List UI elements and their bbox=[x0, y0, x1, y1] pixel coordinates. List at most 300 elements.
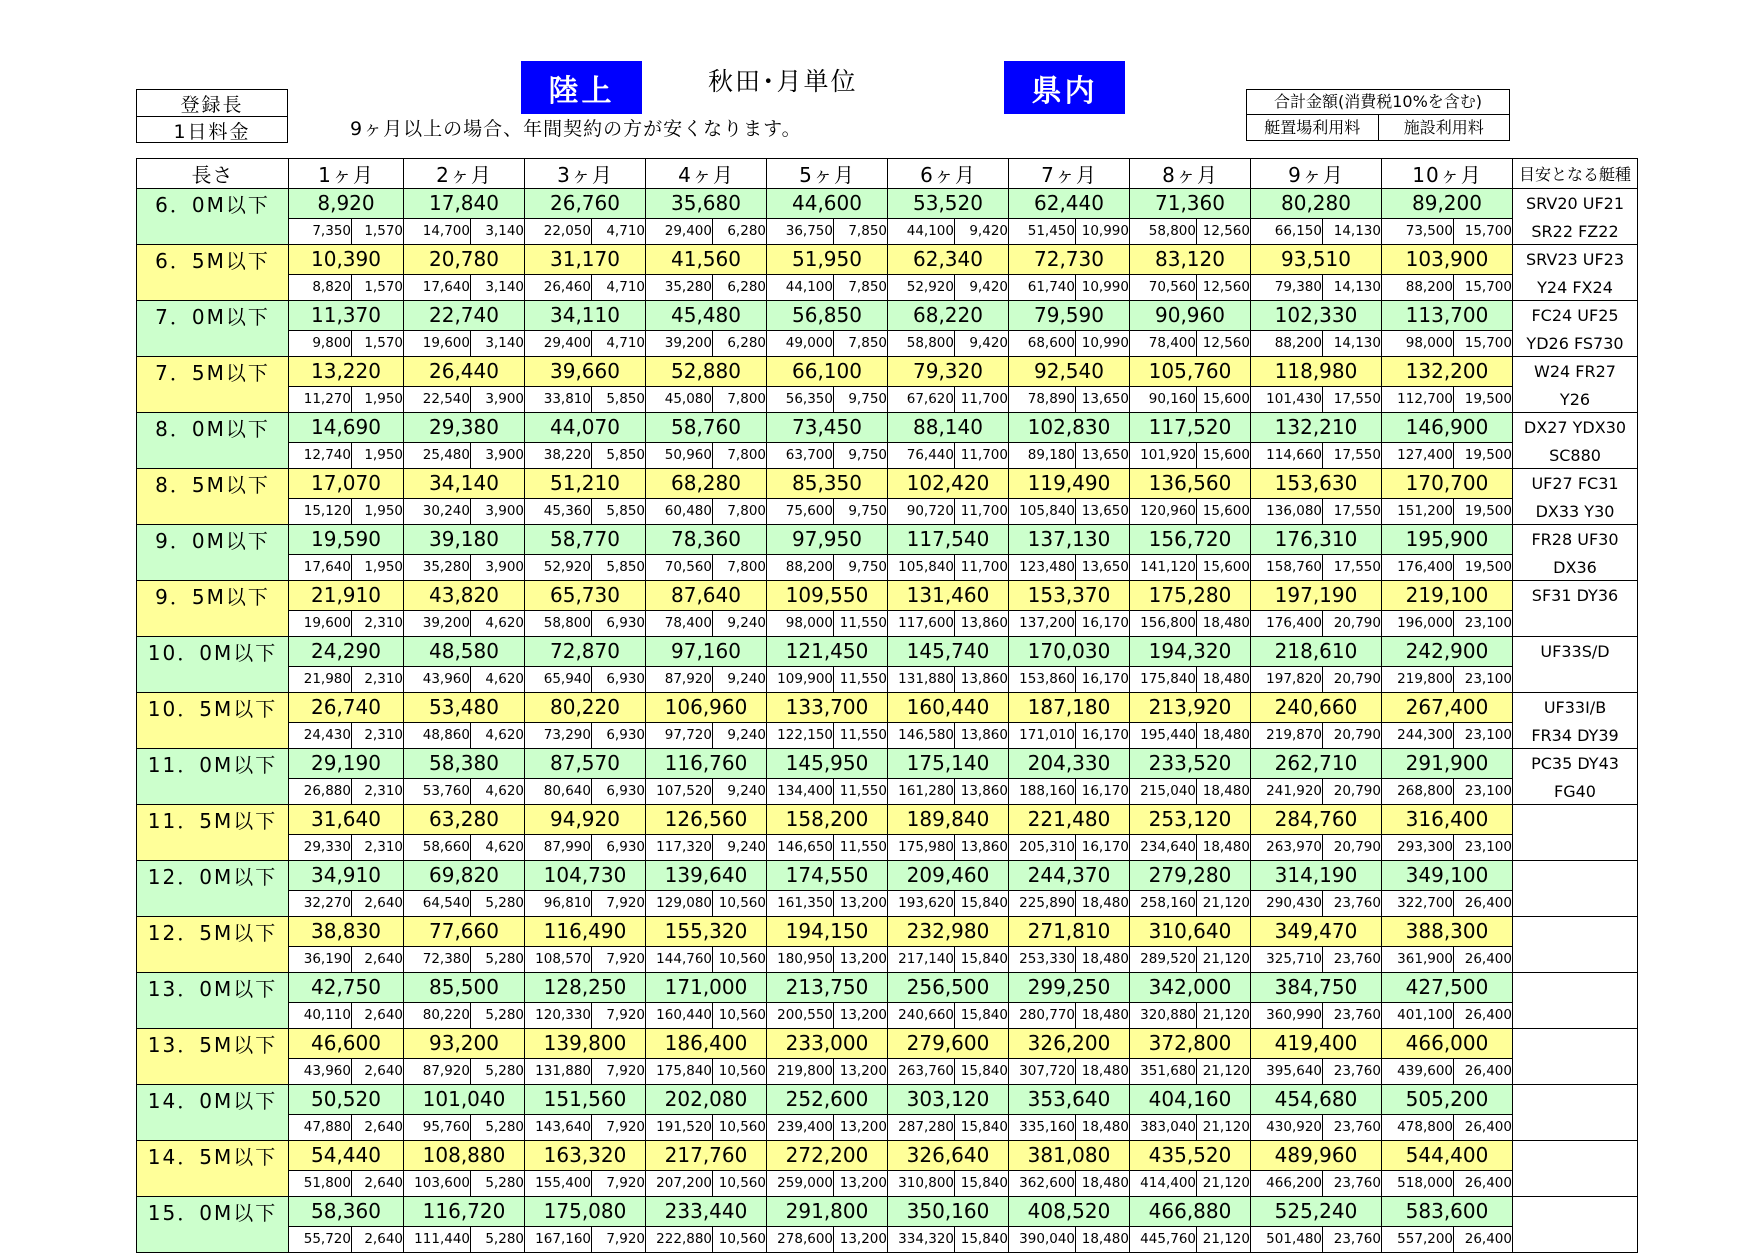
total-cell: 404,160 bbox=[1130, 1085, 1251, 1115]
table-row-total bbox=[137, 805, 1638, 835]
legend-daily-fee-label: 1日料金 bbox=[173, 121, 251, 143]
table-row-breakdown bbox=[137, 1002, 1638, 1029]
storage-fee-cell: 123,480 bbox=[1009, 554, 1076, 581]
total-cell: 156,720 bbox=[1130, 525, 1251, 555]
total-cell: 267,400 bbox=[1382, 693, 1513, 723]
storage-fee-cell: 122,150 bbox=[767, 722, 834, 749]
storage-fee-cell: 50,960 bbox=[646, 442, 713, 469]
storage-fee-cell: 287,280 bbox=[888, 1114, 955, 1141]
storage-fee-cell: 222,880 bbox=[646, 1226, 713, 1253]
boat-type-cell: FG40 bbox=[1513, 778, 1638, 805]
facility-fee-cell: 4,710 bbox=[592, 218, 646, 245]
boat-type-cell bbox=[1513, 1029, 1638, 1059]
storage-fee-cell: 30,240 bbox=[404, 498, 471, 525]
length-cell-blank bbox=[137, 1226, 289, 1253]
total-cell: 303,120 bbox=[888, 1085, 1009, 1115]
storage-fee-cell: 141,120 bbox=[1130, 554, 1197, 581]
facility-fee-cell: 6,930 bbox=[592, 610, 646, 637]
boat-type-cell bbox=[1513, 1141, 1638, 1171]
facility-fee-cell: 2,640 bbox=[352, 1170, 404, 1197]
storage-fee-cell: 67,620 bbox=[888, 386, 955, 413]
length-cell: 6．0M以下 bbox=[137, 189, 289, 219]
total-cell: 204,330 bbox=[1009, 749, 1130, 779]
length-cell-blank bbox=[137, 554, 289, 581]
total-cell: 299,250 bbox=[1009, 973, 1130, 1003]
storage-fee-cell: 101,920 bbox=[1130, 442, 1197, 469]
storage-fee-cell: 90,160 bbox=[1130, 386, 1197, 413]
total-cell: 175,280 bbox=[1130, 581, 1251, 611]
storage-fee-cell: 111,440 bbox=[404, 1226, 471, 1253]
storage-fee-cell: 160,440 bbox=[646, 1002, 713, 1029]
storage-fee-cell: 362,600 bbox=[1009, 1170, 1076, 1197]
total-cell: 186,400 bbox=[646, 1029, 767, 1059]
facility-fee-cell: 13,200 bbox=[834, 1058, 888, 1085]
total-cell: 384,750 bbox=[1251, 973, 1382, 1003]
total-cell: 271,810 bbox=[1009, 917, 1130, 947]
table-row-breakdown bbox=[137, 666, 1638, 693]
facility-fee-cell: 21,120 bbox=[1197, 1058, 1251, 1085]
total-cell: 68,280 bbox=[646, 469, 767, 499]
total-cell: 78,360 bbox=[646, 525, 767, 555]
total-cell: 58,360 bbox=[289, 1197, 404, 1227]
total-cell: 46,600 bbox=[289, 1029, 404, 1059]
total-cell: 17,840 bbox=[404, 189, 525, 219]
table-row-total bbox=[137, 189, 1638, 219]
facility-fee-cell: 20,790 bbox=[1323, 778, 1382, 805]
storage-fee-cell: 383,040 bbox=[1130, 1114, 1197, 1141]
boat-type-cell: SRV20 UF21 bbox=[1513, 189, 1638, 219]
facility-fee-cell: 11,550 bbox=[834, 610, 888, 637]
total-cell: 126,560 bbox=[646, 805, 767, 835]
storage-fee-cell: 176,400 bbox=[1382, 554, 1454, 581]
storage-fee-cell: 58,800 bbox=[1130, 218, 1197, 245]
total-cell: 63,280 bbox=[404, 805, 525, 835]
facility-fee-cell: 4,620 bbox=[471, 778, 525, 805]
storage-fee-cell: 58,660 bbox=[404, 834, 471, 861]
total-cell: 279,280 bbox=[1130, 861, 1251, 891]
facility-fee-cell: 6,280 bbox=[713, 218, 767, 245]
storage-fee-cell: 65,940 bbox=[525, 666, 592, 693]
length-cell-blank bbox=[137, 610, 289, 637]
total-cell: 97,950 bbox=[767, 525, 888, 555]
facility-fee-cell: 19,500 bbox=[1454, 442, 1513, 469]
storage-fee-cell: 51,450 bbox=[1009, 218, 1076, 245]
total-cell: 53,520 bbox=[888, 189, 1009, 219]
facility-fee-cell: 12,560 bbox=[1197, 218, 1251, 245]
total-cell: 31,170 bbox=[525, 245, 646, 275]
total-cell: 19,590 bbox=[289, 525, 404, 555]
facility-fee-cell: 23,100 bbox=[1454, 778, 1513, 805]
length-cell-blank bbox=[137, 442, 289, 469]
table-row-total bbox=[137, 357, 1638, 387]
storage-fee-cell: 167,160 bbox=[525, 1226, 592, 1253]
total-cell: 17,070 bbox=[289, 469, 404, 499]
total-cell: 272,200 bbox=[767, 1141, 888, 1171]
storage-fee-cell: 66,150 bbox=[1251, 218, 1323, 245]
total-cell: 58,380 bbox=[404, 749, 525, 779]
facility-fee-cell: 5,280 bbox=[471, 890, 525, 917]
storage-fee-cell: 439,600 bbox=[1382, 1058, 1454, 1085]
storage-fee-cell: 19,600 bbox=[404, 330, 471, 357]
total-cell: 58,760 bbox=[646, 413, 767, 443]
total-cell: 26,760 bbox=[525, 189, 646, 219]
facility-fee-cell: 13,650 bbox=[1076, 554, 1130, 581]
total-cell: 121,450 bbox=[767, 637, 888, 667]
facility-fee-cell: 9,240 bbox=[713, 666, 767, 693]
length-cell-blank bbox=[137, 1002, 289, 1029]
storage-fee-cell: 15,120 bbox=[289, 498, 352, 525]
storage-fee-cell: 61,740 bbox=[1009, 274, 1076, 301]
table-row-breakdown bbox=[137, 218, 1638, 245]
facility-fee-cell: 23,100 bbox=[1454, 834, 1513, 861]
col-month-header: 8ヶ月 bbox=[1130, 159, 1251, 189]
boat-type-cell bbox=[1513, 946, 1638, 973]
col-month-header: 10ヶ月 bbox=[1382, 159, 1513, 189]
length-cell: 8．5M以下 bbox=[137, 469, 289, 499]
facility-fee-cell: 10,560 bbox=[713, 1226, 767, 1253]
total-cell: 136,560 bbox=[1130, 469, 1251, 499]
length-cell: 9．5M以下 bbox=[137, 581, 289, 611]
table-row-total bbox=[137, 1085, 1638, 1115]
facility-fee-cell: 1,570 bbox=[352, 218, 404, 245]
facility-fee-cell: 26,400 bbox=[1454, 1002, 1513, 1029]
storage-fee-cell: 29,400 bbox=[525, 330, 592, 357]
storage-fee-cell: 70,560 bbox=[646, 554, 713, 581]
storage-fee-cell: 156,800 bbox=[1130, 610, 1197, 637]
total-cell: 218,610 bbox=[1251, 637, 1382, 667]
boat-type-cell: Y24 FX24 bbox=[1513, 274, 1638, 301]
storage-fee-cell: 258,160 bbox=[1130, 890, 1197, 917]
facility-fee-cell: 13,860 bbox=[955, 610, 1009, 637]
facility-fee-cell: 16,170 bbox=[1076, 778, 1130, 805]
total-cell: 291,800 bbox=[767, 1197, 888, 1227]
facility-fee-cell: 18,480 bbox=[1197, 834, 1251, 861]
length-cell-blank bbox=[137, 834, 289, 861]
facility-fee-cell: 9,240 bbox=[713, 722, 767, 749]
storage-fee-cell: 80,220 bbox=[404, 1002, 471, 1029]
facility-fee-cell: 4,620 bbox=[471, 666, 525, 693]
total-cell: 310,640 bbox=[1130, 917, 1251, 947]
facility-fee-cell: 9,750 bbox=[834, 386, 888, 413]
storage-fee-cell: 131,880 bbox=[888, 666, 955, 693]
total-cell: 87,570 bbox=[525, 749, 646, 779]
total-cell: 187,180 bbox=[1009, 693, 1130, 723]
facility-fee-cell: 7,920 bbox=[592, 1002, 646, 1029]
total-cell: 103,900 bbox=[1382, 245, 1513, 275]
facility-fee-cell: 26,400 bbox=[1454, 1058, 1513, 1085]
boat-type-cell bbox=[1513, 1170, 1638, 1197]
length-cell-blank bbox=[137, 218, 289, 245]
total-cell: 419,400 bbox=[1251, 1029, 1382, 1059]
storage-fee-cell: 44,100 bbox=[767, 274, 834, 301]
facility-fee-cell: 17,550 bbox=[1323, 442, 1382, 469]
total-cell: 39,180 bbox=[404, 525, 525, 555]
col-boat-header: 目安となる艇種 bbox=[1513, 159, 1638, 189]
total-cell: 253,120 bbox=[1130, 805, 1251, 835]
storage-fee-cell: 58,800 bbox=[525, 610, 592, 637]
total-cell: 45,480 bbox=[646, 301, 767, 331]
total-cell: 342,000 bbox=[1130, 973, 1251, 1003]
total-cell: 505,200 bbox=[1382, 1085, 1513, 1115]
facility-fee-cell: 2,640 bbox=[352, 946, 404, 973]
boat-type-cell bbox=[1513, 805, 1638, 835]
total-cell: 88,140 bbox=[888, 413, 1009, 443]
storage-fee-cell: 53,760 bbox=[404, 778, 471, 805]
facility-fee-cell: 2,310 bbox=[352, 610, 404, 637]
boat-type-cell: FC24 UF25 bbox=[1513, 301, 1638, 331]
facility-fee-cell: 9,420 bbox=[955, 218, 1009, 245]
storage-fee-cell: 95,760 bbox=[404, 1114, 471, 1141]
boat-type-cell bbox=[1513, 890, 1638, 917]
table-row-breakdown bbox=[137, 386, 1638, 413]
facility-fee-cell: 26,400 bbox=[1454, 1114, 1513, 1141]
total-cell: 353,640 bbox=[1009, 1085, 1130, 1115]
facility-fee-cell: 2,640 bbox=[352, 1226, 404, 1253]
total-cell: 38,830 bbox=[289, 917, 404, 947]
table-row-breakdown bbox=[137, 442, 1638, 469]
length-cell-blank bbox=[137, 666, 289, 693]
facility-fee-cell: 21,120 bbox=[1197, 1226, 1251, 1253]
facility-fee-cell: 12,560 bbox=[1197, 330, 1251, 357]
table-row-breakdown bbox=[137, 1058, 1638, 1085]
facility-fee-cell: 15,840 bbox=[955, 1226, 1009, 1253]
facility-fee-cell: 2,640 bbox=[352, 1002, 404, 1029]
total-cell: 117,540 bbox=[888, 525, 1009, 555]
facility-fee-cell: 18,480 bbox=[1197, 610, 1251, 637]
facility-fee-cell: 6,930 bbox=[592, 834, 646, 861]
total-cell: 66,100 bbox=[767, 357, 888, 387]
facility-fee-cell: 11,550 bbox=[834, 834, 888, 861]
facility-fee-cell: 21,120 bbox=[1197, 1114, 1251, 1141]
storage-fee-cell: 73,290 bbox=[525, 722, 592, 749]
storage-fee-cell: 153,860 bbox=[1009, 666, 1076, 693]
length-cell-blank bbox=[137, 274, 289, 301]
storage-fee-cell: 146,650 bbox=[767, 834, 834, 861]
total-cell: 314,190 bbox=[1251, 861, 1382, 891]
total-cell: 85,500 bbox=[404, 973, 525, 1003]
total-cell: 22,740 bbox=[404, 301, 525, 331]
storage-fee-cell: 35,280 bbox=[404, 554, 471, 581]
table-row-breakdown bbox=[137, 834, 1638, 861]
storage-fee-cell: 78,890 bbox=[1009, 386, 1076, 413]
storage-fee-cell: 193,620 bbox=[888, 890, 955, 917]
storage-fee-cell: 205,310 bbox=[1009, 834, 1076, 861]
facility-fee-cell: 5,280 bbox=[471, 946, 525, 973]
facility-fee-cell: 4,620 bbox=[471, 722, 525, 749]
col-month-header: 5ヶ月 bbox=[767, 159, 888, 189]
storage-fee-cell: 96,810 bbox=[525, 890, 592, 917]
storage-fee-cell: 64,540 bbox=[404, 890, 471, 917]
facility-fee-cell: 5,280 bbox=[471, 1114, 525, 1141]
facility-fee-cell: 11,550 bbox=[834, 666, 888, 693]
storage-fee-cell: 21,980 bbox=[289, 666, 352, 693]
storage-fee-cell: 217,140 bbox=[888, 946, 955, 973]
facility-fee-cell: 18,480 bbox=[1076, 890, 1130, 917]
facility-fee-cell: 11,550 bbox=[834, 778, 888, 805]
length-cell: 15．0M以下 bbox=[137, 1197, 289, 1227]
total-cell: 52,880 bbox=[646, 357, 767, 387]
legend-storage-fee-label: 艇置場利用料 bbox=[1247, 115, 1379, 141]
total-cell: 62,440 bbox=[1009, 189, 1130, 219]
facility-fee-cell: 26,400 bbox=[1454, 890, 1513, 917]
length-cell: 7．5M以下 bbox=[137, 357, 289, 387]
facility-fee-cell: 5,280 bbox=[471, 1170, 525, 1197]
col-month-header: 2ヶ月 bbox=[404, 159, 525, 189]
total-cell: 326,640 bbox=[888, 1141, 1009, 1171]
boat-type-cell bbox=[1513, 861, 1638, 891]
col-month-header: 4ヶ月 bbox=[646, 159, 767, 189]
total-cell: 202,080 bbox=[646, 1085, 767, 1115]
length-cell-blank bbox=[137, 1114, 289, 1141]
total-cell: 326,200 bbox=[1009, 1029, 1130, 1059]
total-cell: 72,730 bbox=[1009, 245, 1130, 275]
facility-fee-cell: 23,760 bbox=[1323, 1002, 1382, 1029]
total-cell: 117,520 bbox=[1130, 413, 1251, 443]
total-cell: 466,880 bbox=[1130, 1197, 1251, 1227]
facility-fee-cell: 6,280 bbox=[713, 330, 767, 357]
total-cell: 79,320 bbox=[888, 357, 1009, 387]
storage-fee-cell: 24,430 bbox=[289, 722, 352, 749]
storage-fee-cell: 108,570 bbox=[525, 946, 592, 973]
total-cell: 151,560 bbox=[525, 1085, 646, 1115]
total-cell: 109,550 bbox=[767, 581, 888, 611]
facility-fee-cell: 13,650 bbox=[1076, 442, 1130, 469]
storage-fee-cell: 36,750 bbox=[767, 218, 834, 245]
facility-fee-cell: 16,170 bbox=[1076, 666, 1130, 693]
table-row-breakdown bbox=[137, 330, 1638, 357]
table-row-breakdown bbox=[137, 610, 1638, 637]
total-cell: 349,470 bbox=[1251, 917, 1382, 947]
facility-fee-cell: 15,700 bbox=[1454, 274, 1513, 301]
total-cell: 153,370 bbox=[1009, 581, 1130, 611]
storage-fee-cell: 103,600 bbox=[404, 1170, 471, 1197]
facility-fee-cell: 20,790 bbox=[1323, 834, 1382, 861]
boat-type-cell: UF33I/B bbox=[1513, 693, 1638, 723]
facility-fee-cell: 2,310 bbox=[352, 722, 404, 749]
facility-fee-cell: 23,760 bbox=[1323, 1226, 1382, 1253]
facility-fee-cell: 7,920 bbox=[592, 1226, 646, 1253]
facility-fee-cell: 18,480 bbox=[1076, 1058, 1130, 1085]
facility-fee-cell: 15,840 bbox=[955, 890, 1009, 917]
facility-fee-cell: 15,600 bbox=[1197, 498, 1251, 525]
storage-fee-cell: 58,800 bbox=[888, 330, 955, 357]
table-row-total bbox=[137, 581, 1638, 611]
storage-fee-cell: 445,760 bbox=[1130, 1226, 1197, 1253]
total-cell: 14,690 bbox=[289, 413, 404, 443]
facility-fee-cell: 9,750 bbox=[834, 554, 888, 581]
facility-fee-cell: 2,640 bbox=[352, 1114, 404, 1141]
storage-fee-cell: 60,480 bbox=[646, 498, 713, 525]
storage-fee-cell: 325,710 bbox=[1251, 946, 1323, 973]
storage-fee-cell: 219,800 bbox=[767, 1058, 834, 1085]
table-row-total bbox=[137, 917, 1638, 947]
total-cell: 8,920 bbox=[289, 189, 404, 219]
total-cell: 10,390 bbox=[289, 245, 404, 275]
total-cell: 90,960 bbox=[1130, 301, 1251, 331]
total-cell: 105,760 bbox=[1130, 357, 1251, 387]
total-cell: 56,850 bbox=[767, 301, 888, 331]
facility-fee-cell: 18,480 bbox=[1076, 1170, 1130, 1197]
length-cell: 13．5M以下 bbox=[137, 1029, 289, 1059]
facility-fee-cell: 2,640 bbox=[352, 1058, 404, 1085]
total-cell: 217,760 bbox=[646, 1141, 767, 1171]
storage-fee-cell: 114,660 bbox=[1251, 442, 1323, 469]
storage-fee-cell: 466,200 bbox=[1251, 1170, 1323, 1197]
storage-fee-cell: 36,190 bbox=[289, 946, 352, 973]
facility-fee-cell: 18,480 bbox=[1076, 1114, 1130, 1141]
storage-fee-cell: 38,220 bbox=[525, 442, 592, 469]
storage-fee-cell: 47,880 bbox=[289, 1114, 352, 1141]
storage-fee-cell: 334,320 bbox=[888, 1226, 955, 1253]
length-cell: 7．0M以下 bbox=[137, 301, 289, 331]
total-cell: 13,220 bbox=[289, 357, 404, 387]
facility-fee-cell: 11,700 bbox=[955, 442, 1009, 469]
storage-fee-cell: 80,640 bbox=[525, 778, 592, 805]
storage-fee-cell: 219,800 bbox=[1382, 666, 1454, 693]
facility-fee-cell: 5,280 bbox=[471, 1002, 525, 1029]
total-cell: 94,920 bbox=[525, 805, 646, 835]
total-cell: 176,310 bbox=[1251, 525, 1382, 555]
storage-fee-cell: 45,080 bbox=[646, 386, 713, 413]
storage-fee-cell: 175,840 bbox=[1130, 666, 1197, 693]
facility-fee-cell: 21,120 bbox=[1197, 1002, 1251, 1029]
total-cell: 349,100 bbox=[1382, 861, 1513, 891]
facility-fee-cell: 15,840 bbox=[955, 1114, 1009, 1141]
total-cell: 72,870 bbox=[525, 637, 646, 667]
facility-fee-cell: 5,280 bbox=[471, 1226, 525, 1253]
facility-fee-cell: 7,920 bbox=[592, 1170, 646, 1197]
total-cell: 139,800 bbox=[525, 1029, 646, 1059]
col-month-header: 3ヶ月 bbox=[525, 159, 646, 189]
total-cell: 279,600 bbox=[888, 1029, 1009, 1059]
storage-fee-cell: 26,460 bbox=[525, 274, 592, 301]
facility-fee-cell: 10,560 bbox=[713, 1002, 767, 1029]
table-row-breakdown bbox=[137, 946, 1638, 973]
facility-fee-cell: 26,400 bbox=[1454, 1170, 1513, 1197]
total-cell: 583,600 bbox=[1382, 1197, 1513, 1227]
total-cell: 11,370 bbox=[289, 301, 404, 331]
storage-fee-cell: 14,700 bbox=[404, 218, 471, 245]
total-cell: 163,320 bbox=[525, 1141, 646, 1171]
facility-fee-cell: 5,850 bbox=[592, 498, 646, 525]
table-row-breakdown bbox=[137, 274, 1638, 301]
facility-fee-cell: 10,560 bbox=[713, 1114, 767, 1141]
total-cell: 41,560 bbox=[646, 245, 767, 275]
facility-fee-cell: 15,840 bbox=[955, 1058, 1009, 1085]
table-row-total bbox=[137, 1029, 1638, 1059]
total-cell: 69,820 bbox=[404, 861, 525, 891]
boat-type-cell bbox=[1513, 1085, 1638, 1115]
facility-fee-cell: 11,550 bbox=[834, 722, 888, 749]
total-cell: 466,000 bbox=[1382, 1029, 1513, 1059]
facility-fee-cell: 23,100 bbox=[1454, 722, 1513, 749]
storage-fee-cell: 244,300 bbox=[1382, 722, 1454, 749]
facility-fee-cell: 18,480 bbox=[1197, 778, 1251, 805]
total-cell: 92,540 bbox=[1009, 357, 1130, 387]
total-cell: 170,030 bbox=[1009, 637, 1130, 667]
facility-fee-cell: 7,850 bbox=[834, 274, 888, 301]
boat-type-cell: W24 FR27 bbox=[1513, 357, 1638, 387]
total-cell: 427,500 bbox=[1382, 973, 1513, 1003]
boat-type-cell: DX36 bbox=[1513, 554, 1638, 581]
facility-fee-cell: 7,920 bbox=[592, 890, 646, 917]
facility-fee-cell: 13,200 bbox=[834, 946, 888, 973]
total-cell: 244,370 bbox=[1009, 861, 1130, 891]
storage-fee-cell: 68,600 bbox=[1009, 330, 1076, 357]
total-cell: 58,770 bbox=[525, 525, 646, 555]
col-month-header: 7ヶ月 bbox=[1009, 159, 1130, 189]
table-row-breakdown bbox=[137, 1170, 1638, 1197]
